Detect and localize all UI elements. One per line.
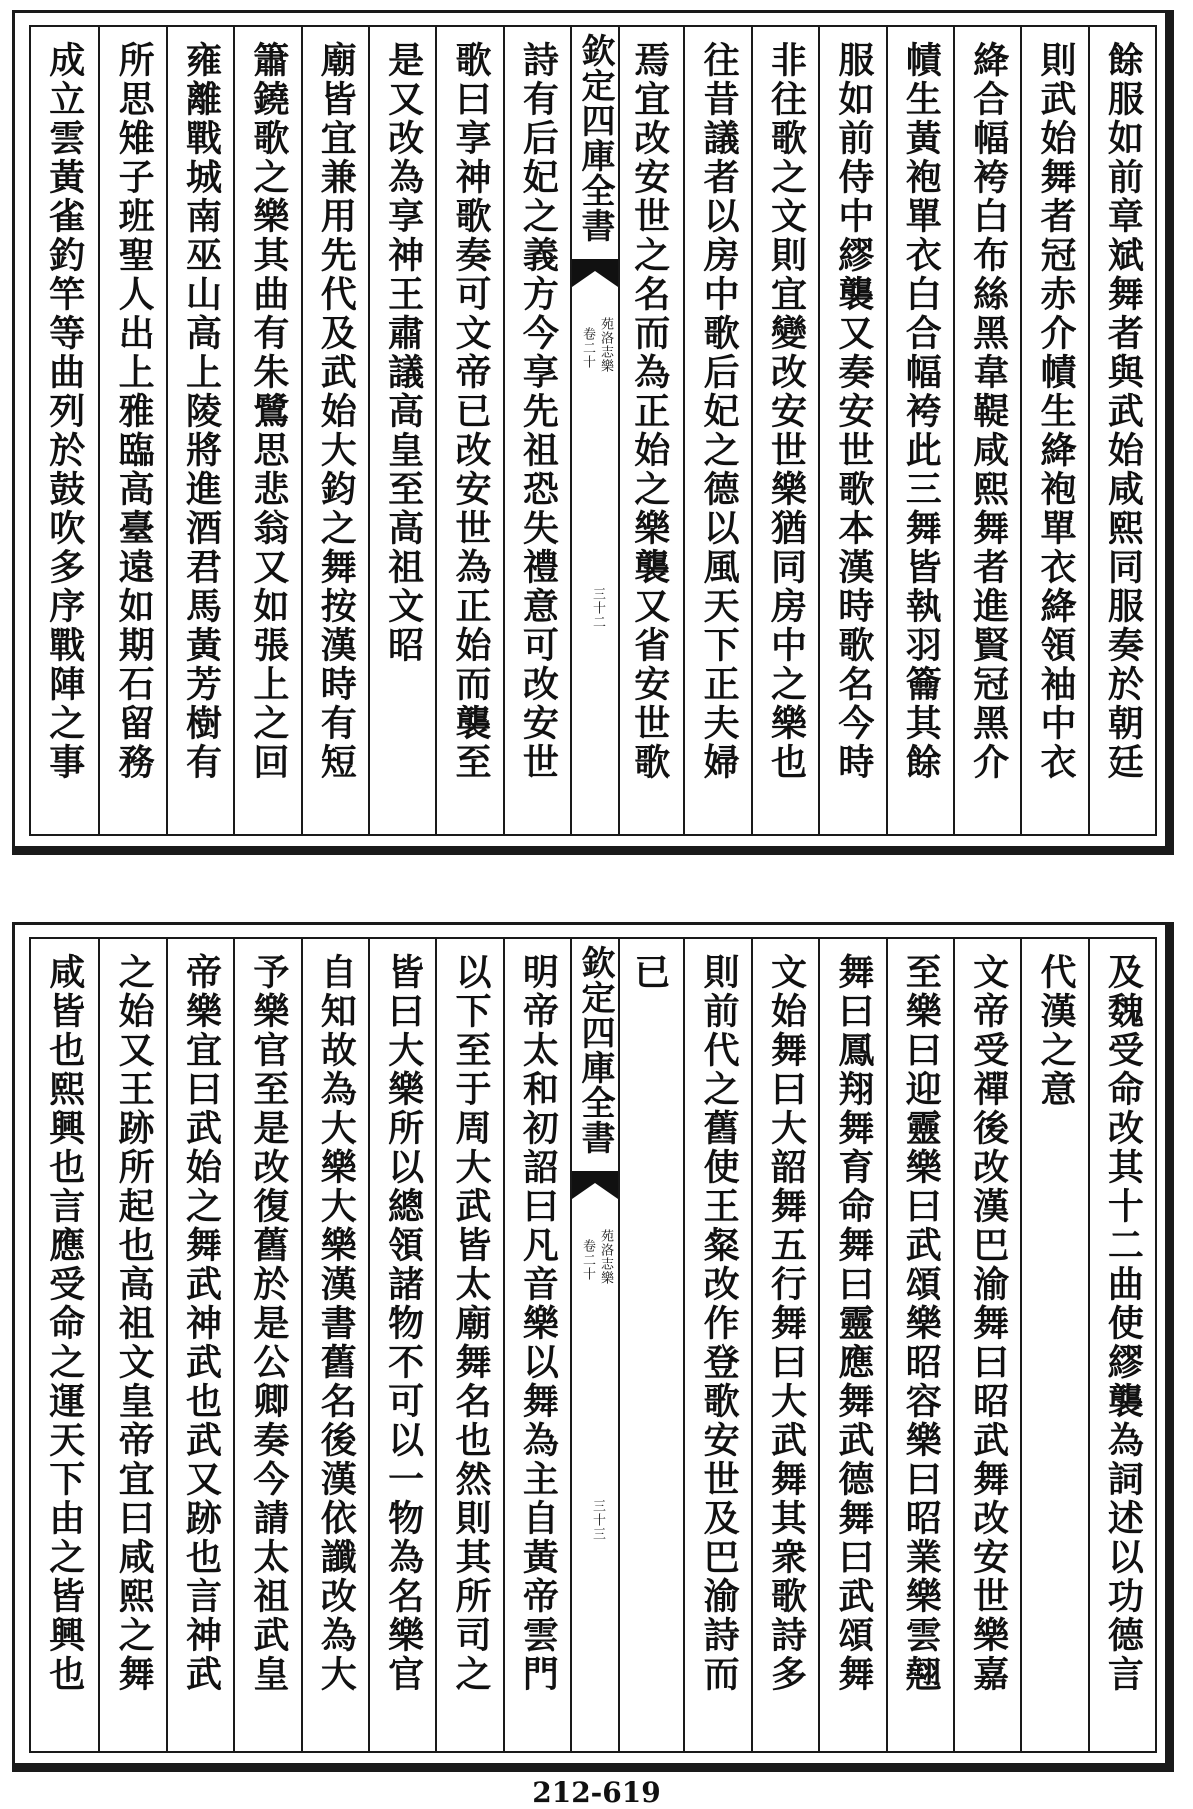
text-column (435, 939, 504, 1751)
column-text: 成立雲黃雀釣竿等曲列於鼓吹多序戰陣之事 (43, 41, 86, 782)
text-column (751, 27, 820, 834)
text-column (301, 939, 370, 1751)
column-text: 廟皆宜兼用先代及武始大鈞之舞按漢時有短 (315, 41, 358, 782)
text-column (98, 939, 167, 1751)
text-column (886, 939, 955, 1751)
page-top (12, 10, 1174, 855)
column-text: 至樂曰迎靈樂曰武頌樂昭容樂曰昭業樂雲翹 (900, 953, 943, 1694)
leaf-number: 三十二 (590, 587, 605, 629)
column-text: 非往歌之文則宜變改安世樂猶同房中之樂也 (765, 41, 808, 782)
column-text: 絳合幅袴白布絲黑韋鞮咸熙舞者進賢冠黑介 (967, 41, 1010, 782)
column-text: 及魏受命改其十二曲使繆襲為詞述以功德言 (1102, 953, 1145, 1694)
text-column (1020, 939, 1089, 1751)
book-title: 欽定四庫全書 (575, 945, 615, 1155)
column-text: 予樂官至是改復舊於是公卿奏今請太祖武皇 (247, 953, 290, 1694)
text-column (233, 939, 302, 1751)
page-bottom (12, 922, 1174, 1772)
column-text: 幘生黃袍單衣白合幅袴此三舞皆執羽籥其餘 (900, 41, 943, 782)
text-column (953, 27, 1022, 834)
column-text: 已 (628, 953, 671, 992)
volume-label: 卷二十 (580, 327, 595, 369)
center-fold-column (570, 939, 620, 1751)
text-column (616, 939, 683, 1751)
column-text: 明帝太和初詔曰凡音樂以舞為主自黃帝雲門 (517, 953, 560, 1694)
text-column (435, 27, 504, 834)
text-column (1088, 27, 1157, 834)
column-text: 以下至于周大武皆太廟舞名也然則其所司之 (449, 953, 492, 1694)
text-column (751, 939, 820, 1751)
column-text: 簫鐃歌之樂其曲有朱鷺思悲翁又如張上之回 (247, 41, 290, 782)
text-column (683, 939, 752, 1751)
column-text: 雍離戰城南巫山高上陵將進酒君馬黃芳樹有 (180, 41, 223, 782)
text-column (818, 939, 887, 1751)
column-text: 文帝受禪後改漢巴渝舞曰昭武舞改安世樂嘉 (967, 953, 1010, 1694)
page-top-frame (29, 25, 1157, 836)
text-column (166, 27, 235, 834)
book-title: 欽定四庫全書 (575, 33, 615, 243)
column-text: 則前代之舊使王粲改作登歌安世及巴渝詩而 (698, 953, 741, 1694)
text-column (1020, 27, 1089, 834)
text-column (1088, 939, 1157, 1751)
column-text: 自知故為大樂大樂漢書舊名後漢依讖改為大 (315, 953, 358, 1694)
fishtail-mark (572, 259, 618, 299)
text-column (886, 27, 955, 834)
column-text: 則武始舞者冠赤介幘生絳袍單衣絳領袖中衣 (1034, 41, 1077, 782)
text-column (683, 27, 752, 834)
text-column (503, 27, 572, 834)
text-column (368, 27, 437, 834)
column-text: 歌曰享神歌奏可文帝已改安世為正始而襲至 (449, 41, 492, 782)
text-column (953, 939, 1022, 1751)
text-column (166, 939, 235, 1751)
text-column (98, 27, 167, 834)
column-text: 皆曰大樂所以總領諸物不可以一物為名樂官 (382, 953, 425, 1694)
column-text: 所思雉子班聖人出上雅臨高臺遠如期石留務 (113, 41, 156, 782)
column-text: 餘服如前章斌舞者與武始咸熙同服奏於朝廷 (1102, 41, 1145, 782)
leaf-number: 三十三 (590, 1499, 605, 1541)
fishtail-mark (572, 1171, 618, 1211)
column-text: 服如前侍中繆襲又奏安世歌本漢時歌名今時 (832, 41, 875, 782)
page-bottom-frame (29, 937, 1157, 1753)
chapter-label: 苑洛志樂 (598, 317, 613, 373)
page-number: 212-619 (532, 1776, 661, 1809)
text-column (503, 939, 572, 1751)
text-column (31, 939, 98, 1751)
column-text: 是又改為享神王肅議高皇至高祖文昭 (382, 41, 425, 665)
text-column (31, 27, 98, 834)
text-column (233, 27, 302, 834)
text-column (301, 27, 370, 834)
text-column (368, 939, 437, 1751)
column-text: 帝樂宜曰武始之舞武神武也武又跡也言神武 (180, 953, 223, 1694)
text-column (818, 27, 887, 834)
volume-label: 卷二十 (580, 1239, 595, 1281)
column-text: 咸皆也熙興也言應受命之運天下由之皆興也 (43, 953, 86, 1694)
center-fold-column (570, 27, 620, 834)
column-text: 焉宜改安世之名而為正始之樂襲又省安世歌 (628, 41, 671, 782)
column-text: 往昔議者以房中歌后妃之德以風天下正夫婦 (698, 41, 741, 782)
chapter-label: 苑洛志樂 (598, 1229, 613, 1285)
column-text: 代漢之意 (1034, 953, 1077, 1109)
column-text: 文始舞曰大韶舞五行舞曰大武舞其衆歌詩多 (765, 953, 808, 1694)
text-column (616, 27, 683, 834)
column-text: 詩有后妃之義方今享先祖恐失禮意可改安世 (517, 41, 560, 782)
column-text: 之始又王跡所起也高祖文皇帝宜曰咸熙之舞 (113, 953, 156, 1694)
column-text: 舞曰鳳翔舞育命舞曰靈應舞武德舞曰武頌舞 (832, 953, 875, 1694)
